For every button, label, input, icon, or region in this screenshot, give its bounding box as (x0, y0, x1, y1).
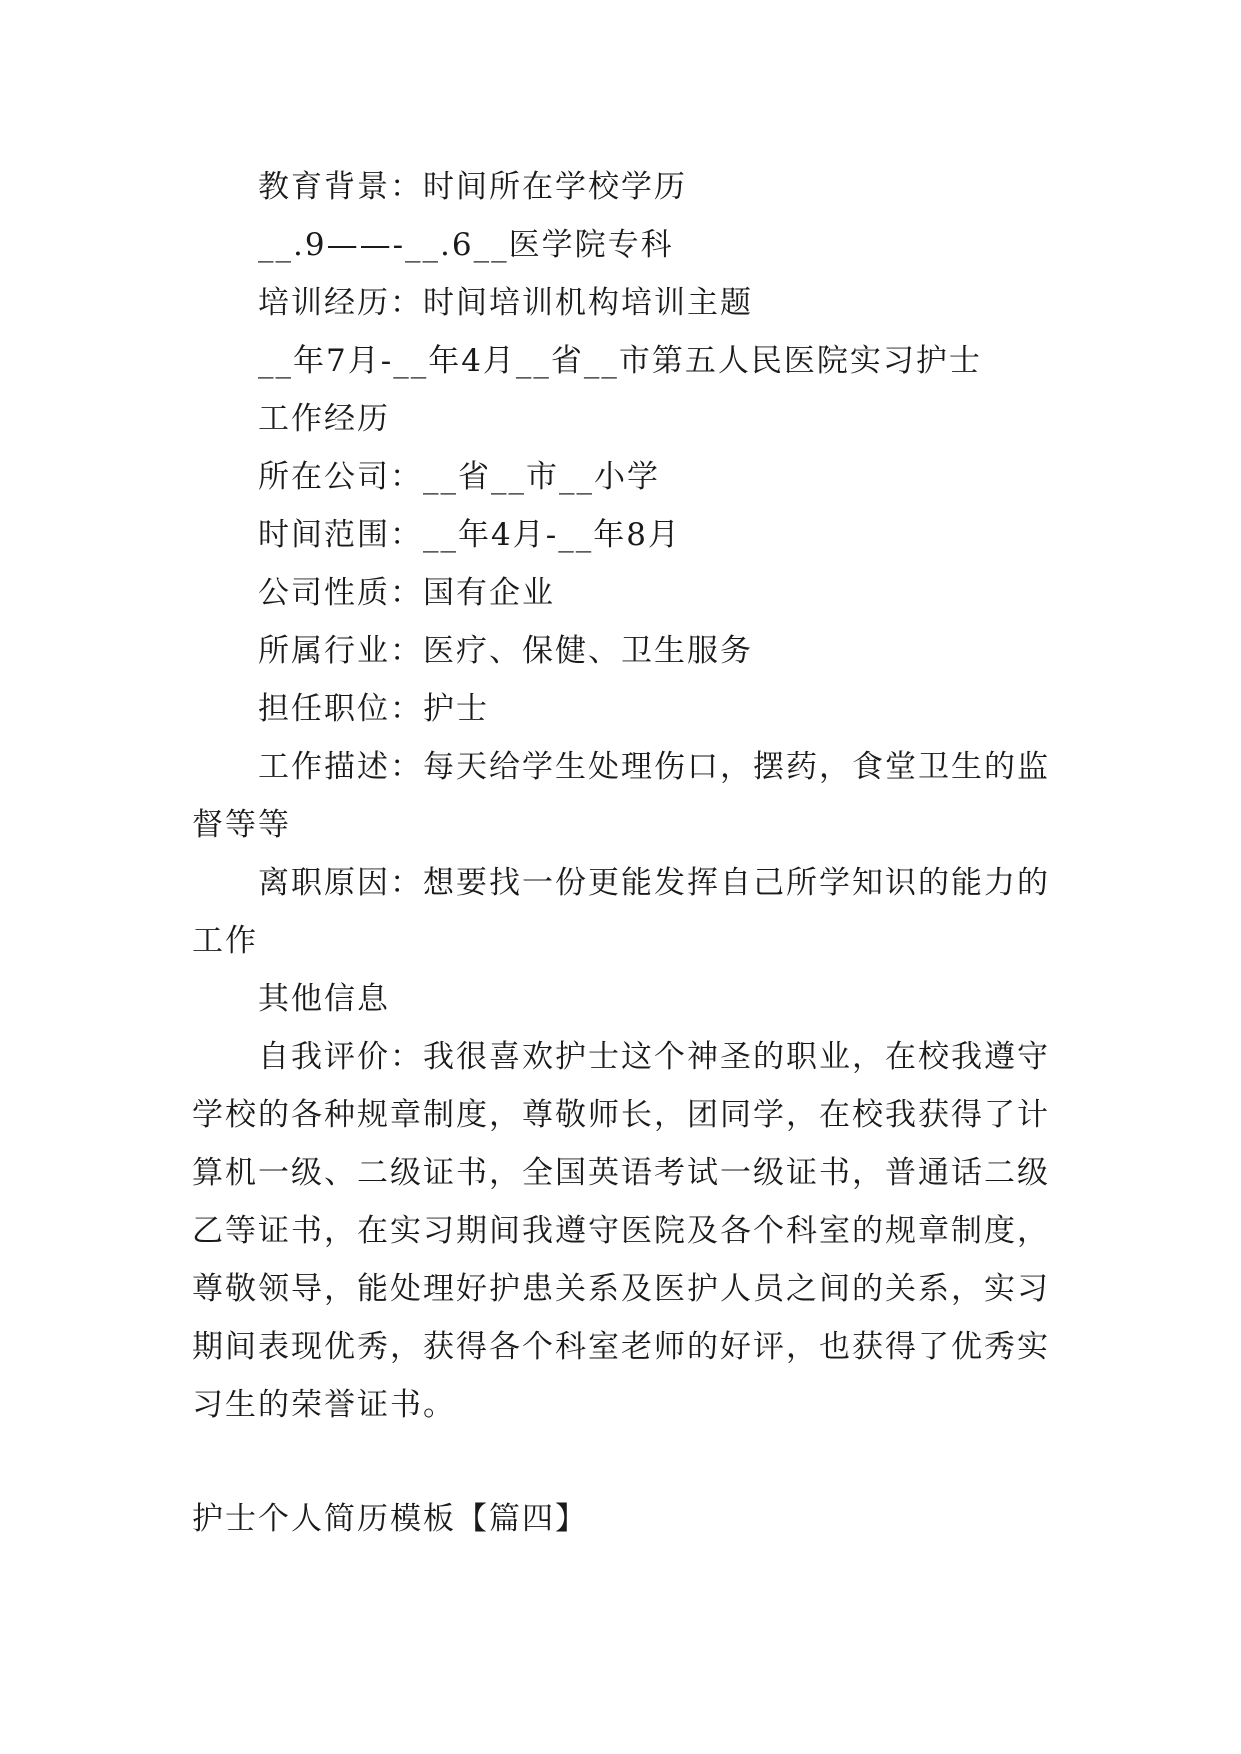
paragraph-education-label: 教育背景：时间所在学校学历 (258, 169, 687, 205)
paragraph-training-entry: __年7月-__年4月__省__市第五人民医院实习护士 (258, 343, 982, 379)
paragraph-company-type: 公司性质：国有企业 (258, 575, 555, 611)
paragraph-work-heading: 工作经历 (258, 401, 390, 437)
section-heading: 护士个人简历模板【篇四】 (192, 1501, 588, 1537)
paragraph-education-entry: __.9——-__.6__医学院专科 (258, 227, 674, 263)
paragraph-industry: 所属行业：医疗、保健、卫生服务 (258, 633, 753, 669)
resume-body (192, 158, 1060, 1434)
paragraph-self-evaluation: 自我评价：我很喜欢护士这个神圣的职业，在校我遵守学校的各种规章制度，尊敬师长，团同学，在校我获得了计算机一级、二级证书，全国英语考试一级证书，普通话二级乙等证书，在实习期间我遵守医院及各个科室的规章制度，尊敬领导，能处理好护患关系及医护人员之间的关系，实习期间表现优秀，获得各个科室老师的好评，也获得了优秀实习生的荣誉证书。 (192, 1039, 1050, 1423)
paragraph-training-label: 培训经历：时间培训机构培训主题 (258, 285, 753, 321)
paragraph-company: 所在公司：__省__市__小学 (258, 459, 660, 495)
paragraph-position: 担任职位：护士 (258, 691, 489, 727)
paragraph-other-info-heading: 其他信息 (258, 981, 390, 1017)
paragraph-time-range: 时间范围：__年4月-__年8月 (258, 517, 681, 553)
paragraph-leaving-reason: 离职原因：想要找一份更能发挥自己所学知识的能力的工作 (192, 865, 1050, 959)
paragraph-job-description: 工作描述：每天给学生处理伤口，摆药，食堂卫生的监督等等 (192, 749, 1050, 843)
